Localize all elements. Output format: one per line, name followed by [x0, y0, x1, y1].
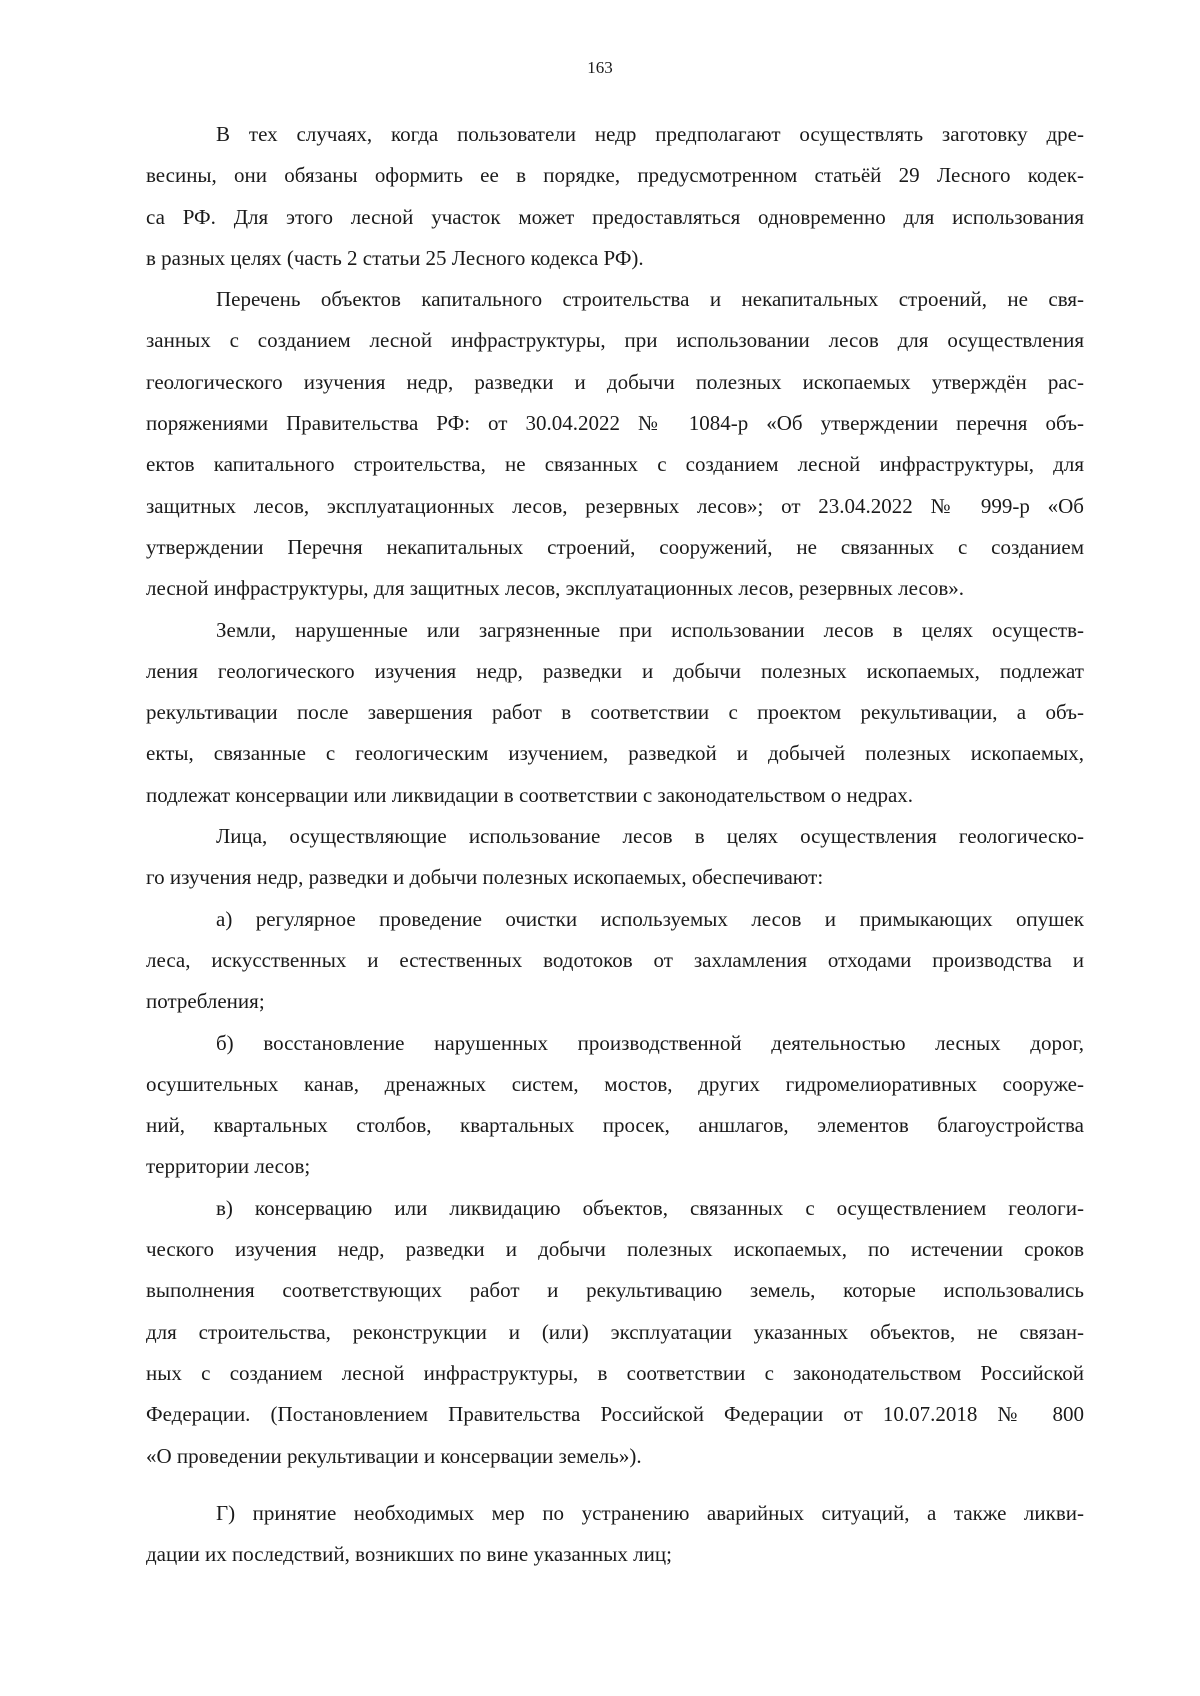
- text-line: осушительных канав, дренажных систем, мостов, других гидромелиоративных сооруже-: [146, 1071, 1084, 1096]
- text-line: лесной инфраструктуры, для защитных лесов, эксплуатационных лесов, резервных лесов».: [146, 576, 964, 601]
- text-line: Федерации. (Постановлением Правительства Российской Федерации от 10.07.2018 № 800: [146, 1402, 1084, 1427]
- page-number: 163: [587, 58, 613, 77]
- text-line: рекультивации после завершения работ в соответствии с проектом рекультивации, а объ-: [146, 700, 1084, 725]
- text-line: са РФ. Для этого лесной участок может предоставляться одновременно для использования: [146, 204, 1084, 229]
- text-line: поряжениями Правительства РФ: от 30.04.2022 № 1084-р «Об утверждении перечня объ-: [146, 411, 1084, 436]
- text-line: Г) принятие необходимых мер по устранению аварийных ситуаций, а также ликви-: [216, 1500, 1084, 1525]
- text-line: в) консервацию или ликвидацию объектов, связанных с осуществлением геологи-: [216, 1195, 1084, 1220]
- text-line: утверждении Перечня некапитальных строений, сооружений, не связанных с созданием: [146, 534, 1084, 559]
- text-line: В тех случаях, когда пользователи недр предполагают осуществлять заготовку дре-: [216, 122, 1084, 146]
- text-line: в разных целях (часть 2 статьи 25 Лесного кодекса РФ).: [146, 245, 644, 270]
- text-line: ектов капитального строительства, не связанных с созданием лесной инфраструктуры, для: [146, 452, 1084, 477]
- list-item-b: [146, 1023, 1084, 1188]
- text-line: весины, они обязаны оформить ее в порядке, предусмотренном статьёй 29 Лесного кодек-: [146, 163, 1084, 188]
- text-line: б) восстановление нарушенных производственной деятельностью лесных дорог,: [216, 1030, 1084, 1055]
- text-line: ческого изучения недр, разведки и добычи полезных ископаемых, по истечении сроков: [146, 1237, 1084, 1262]
- paragraph-land-reclamation: [146, 610, 1084, 816]
- text-line: ний, квартальных столбов, квартальных просек, аншлагов, элементов благоустройства: [146, 1113, 1084, 1138]
- text-line: потребления;: [146, 989, 265, 1014]
- text-line: подлежат консервации или ликвидации в соответствии с законодательством о недрах.: [146, 782, 914, 807]
- text-line: леса, искусственных и естественных водотоков от захламления отходами производства и: [146, 947, 1084, 972]
- paragraph-wood-harvesting: [146, 114, 1084, 279]
- text-line: дации их последствий, возникших по вине указанных лиц;: [146, 1542, 672, 1567]
- text-line: защитных лесов, эксплуатационных лесов, резервных лесов»; от 23.04.2022 № 999-р «Об: [146, 493, 1084, 518]
- text-line: ления геологического изучения недр, разведки и добычи полезных ископаемых, подлежат: [146, 658, 1084, 683]
- page-body: [146, 114, 1084, 1575]
- text-line: Перечень объектов капитального строительства и некапитальных строений, не свя-: [216, 287, 1084, 312]
- list-item-g: [146, 1493, 1084, 1576]
- text-line: ных с созданием лесной инфраструктуры, в соответствии с законодательством Российской: [146, 1360, 1084, 1385]
- paragraph-capital-objects-list: [146, 279, 1084, 609]
- list-item-v: [146, 1188, 1084, 1477]
- list-item-a: [146, 899, 1084, 1023]
- text-line: Земли, нарушенные или загрязненные при использовании лесов в целях осуществ-: [216, 617, 1084, 642]
- text-line: го изучения недр, разведки и добычи полезных ископаемых, обеспечивают:: [146, 865, 824, 890]
- text-line: для строительства, реконструкции и (или) эксплуатации указанных объектов, не связан-: [146, 1319, 1084, 1344]
- text-line: выполнения соответствующих работ и рекультивацию земель, которые использовались: [146, 1278, 1084, 1303]
- text-line: Лица, осуществляющие использование лесов в целях осуществления геологическо-: [216, 824, 1084, 849]
- text-line: а) регулярное проведение очистки используемых лесов и примыкающих опушек: [216, 906, 1084, 931]
- text-line: геологического изучения недр, разведки и добычи полезных ископаемых утверждён рас-: [146, 369, 1084, 394]
- paragraph-obligations-intro: [146, 816, 1084, 899]
- text-line: занных с созданием лесной инфраструктуры, при использовании лесов для осуществления: [146, 328, 1084, 353]
- text-line: территории лесов;: [146, 1154, 311, 1179]
- paragraph-gap: [146, 1477, 1084, 1493]
- text-line: «О проведении рекультивации и консервации земель»).: [146, 1443, 642, 1468]
- text-line: екты, связанные с геологическим изучением, разведкой и добычей полезных ископаемых,: [146, 741, 1084, 766]
